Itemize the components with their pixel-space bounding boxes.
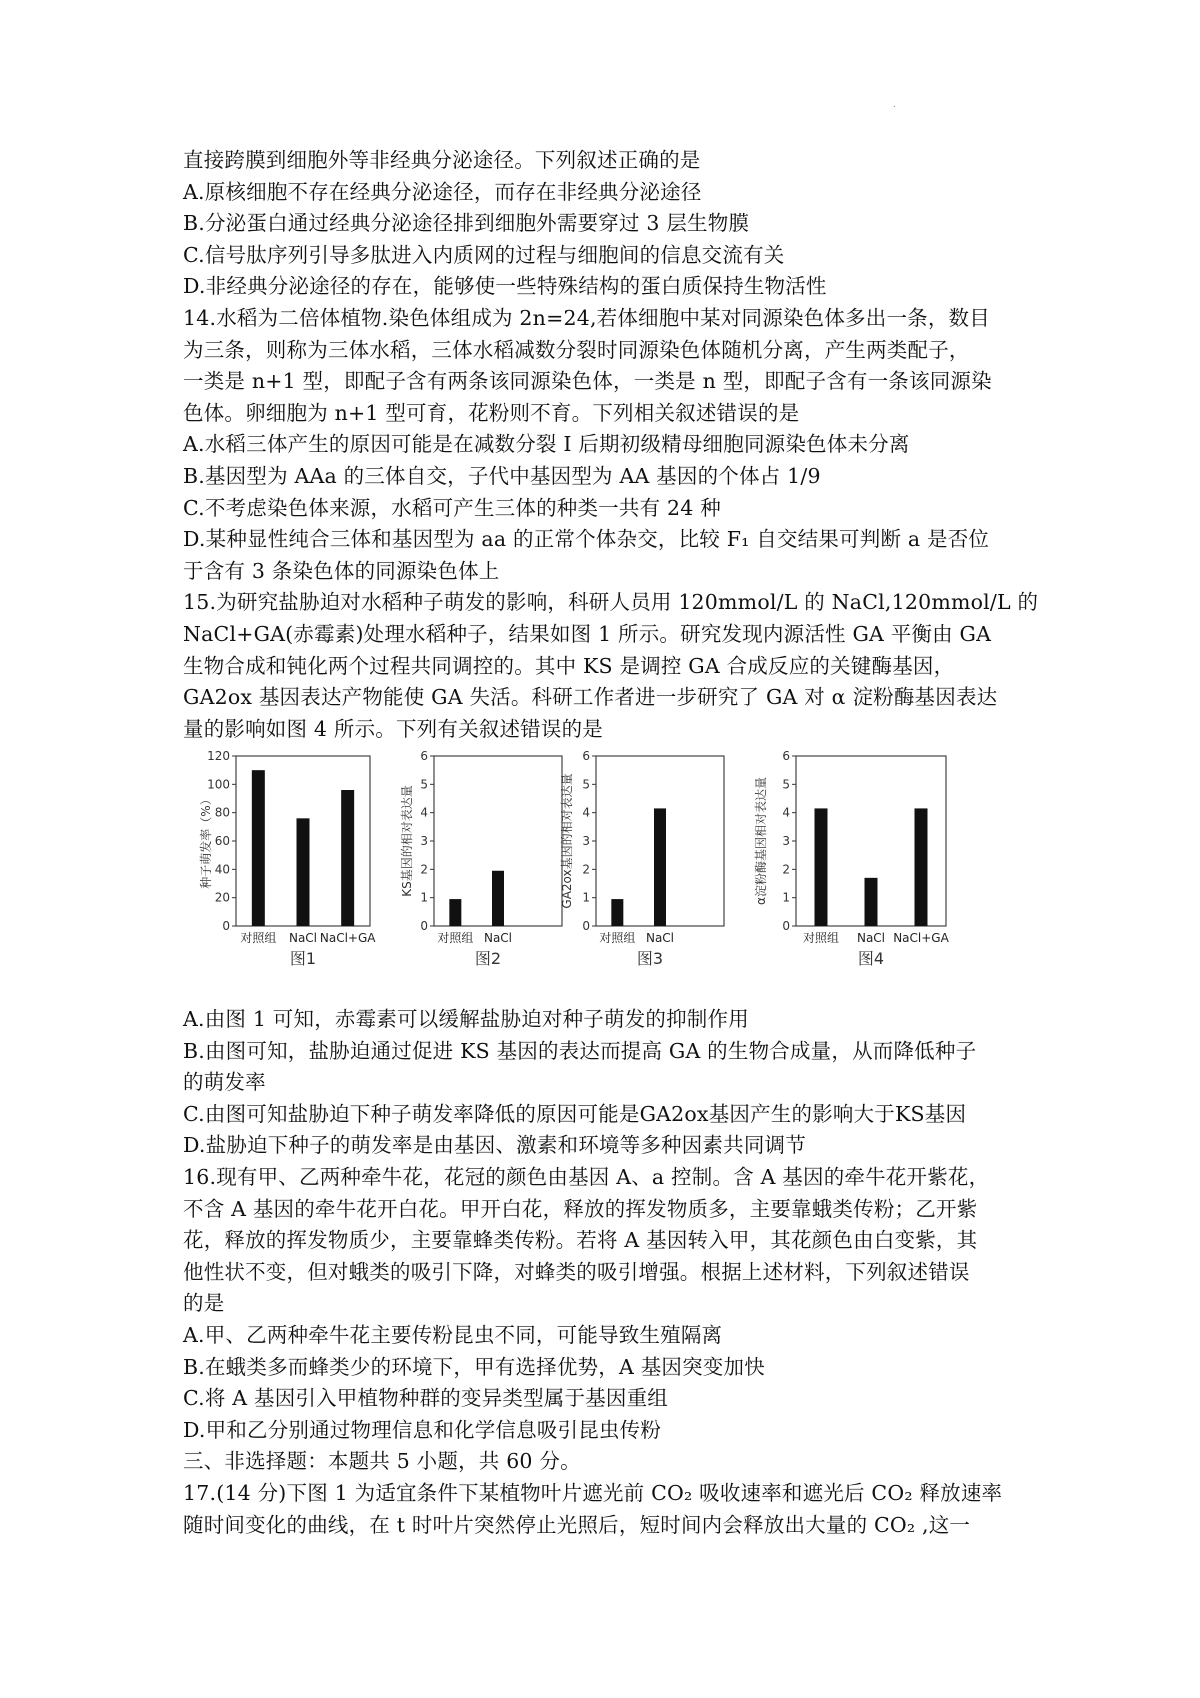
bar (492, 871, 504, 926)
text-line: B.分泌蛋白通过经典分泌途径排到细胞外需要穿过 3 层生物膜 (183, 211, 750, 236)
y-tick-label: 6 (782, 749, 790, 763)
text-line: 一类是 n+1 型，即配子含有两条该同源染色体，一类是 n 型，即配子含有一条该同源染 (183, 369, 992, 394)
chart-3 (559, 749, 724, 968)
figure-caption: 图3 (636, 949, 664, 968)
scan-speck: . (893, 100, 896, 109)
chart-fig3 (560, 749, 731, 1006)
y-tick-label: 6 (582, 749, 590, 763)
figure-caption: 图1 (289, 949, 317, 968)
text-line: D.甲和乙分别通过物理信息和化学信息吸引昆虫传粉 (183, 1417, 662, 1442)
text-line: B.基因型为 AAa 的三体自交，子代中基因型为 AA 基因的个体占 1/9 (183, 463, 821, 488)
text-line: A.甲、乙两种牵牛花主要传粉昆虫不同，可能导致生殖隔离 (183, 1322, 723, 1347)
bar (915, 808, 928, 926)
text-line: C.信号肽序列引导多肽进入内质网的过程与细胞间的信息交流有关 (183, 242, 785, 267)
text-line: NaCl+GA(赤霉素)处理水稻种子，结果如图 1 所示。研究发现内源活性 GA 平衡由 GA (183, 621, 992, 646)
y-tick-label: 20 (214, 890, 230, 905)
y-axis-label: GA2ox基因的相对表达量 (560, 773, 574, 909)
text-line: 14.水稻为二倍体植物.染色体组成为 2n=24,若体细胞中某对同源染色体多出一条，数目 (183, 305, 990, 330)
text-line: C.由图可知盐胁迫下种子萌发率降低的原因可能是GA2ox基因产生的影响大于KS基因 (183, 1101, 967, 1126)
chart-2 (399, 749, 562, 968)
y-tick-label: 100 (207, 777, 230, 792)
chart-fig4 (751, 749, 951, 1006)
text-line: 的萌发率 (183, 1070, 266, 1095)
text-line: GA2ox 基因表达产物能使 GA 失活。科研工作者进一步研究了 GA 对 α 淀粉酶基因表达 (183, 685, 998, 710)
bar (297, 818, 310, 926)
text-line: D.非经典分泌途径的存在，能够使一些特殊结构的蛋白质保持生物活性 (183, 274, 827, 299)
y-tick-label: 60 (214, 834, 230, 848)
text-line: 随时间变化的曲线，在 t 时叶片突然停止光照后，短时间内会释放出大量的 CO₂ ,这一 (183, 1512, 971, 1537)
y-tick-label: 2 (582, 862, 590, 877)
bar (449, 899, 461, 926)
question-text-upper (183, 145, 1043, 745)
bar (341, 790, 354, 926)
text-line: D.某种显性纯合三体和基因型为 aa 的正常个体杂交，比较 F₁ 自交结果可判断 a 是否位 (183, 527, 990, 552)
y-tick-label: 5 (582, 777, 590, 792)
x-category-label: NaCl (288, 931, 318, 945)
y-tick-label: 0 (222, 919, 230, 933)
text-line: 不含 A 基因的牵牛花开白花。甲开白花，释放的挥发物质多，主要靠蛾类传粉；乙开紫 (183, 1196, 978, 1221)
text-line: 他性状不变，但对蛾类的吸引下降，对蜂类的吸引增强。根据上述材料，下列叙述错误 (183, 1259, 970, 1284)
text-line: D.盐胁迫下种子的萌发率是由基因、激素和环境等多种因素共同调节 (183, 1133, 806, 1158)
chart-4 (753, 749, 950, 968)
x-category-label: NaCl (856, 931, 886, 945)
y-tick-label: 3 (420, 834, 428, 848)
y-tick-label: 0 (582, 919, 590, 933)
x-category-label: 对照组 (599, 931, 636, 945)
y-tick-label: 4 (420, 805, 428, 820)
text-line: 量的影响如图 4 所示。下列有关叙述错误的是 (183, 716, 603, 741)
bar (252, 770, 265, 926)
question-text-lower (183, 1004, 1043, 1541)
y-tick-label: 5 (782, 777, 790, 792)
bar (815, 808, 828, 926)
chart-fig2 (400, 749, 571, 1006)
figure-row (196, 749, 1046, 1002)
y-tick-label: 2 (782, 862, 790, 877)
y-axis-label: KS基因的相对表达量 (400, 785, 414, 897)
x-category-label: 对照组 (240, 931, 277, 945)
y-tick-label: 0 (782, 919, 790, 933)
text-line: 生物合成和钝化两个过程共同调控的。其中 KS 是调控 GA 合成反应的关键酶基因， (183, 653, 955, 678)
text-line: 的是 (183, 1291, 225, 1316)
text-line: C.不考虑染色体来源，水稻可产生三体的种类一共有 24 种 (183, 495, 721, 520)
y-tick-label: 5 (420, 777, 428, 792)
bar (611, 899, 623, 926)
figure-caption: 图2 (474, 949, 502, 968)
text-line: B.在蛾类多而蜂类少的环境下，甲有选择优势，A 基因突变加快 (183, 1354, 765, 1379)
chart-fig1 (196, 749, 376, 1006)
text-line: 色体。卵细胞为 n+1 型可育，花粉则不育。下列相关叙述错误的是 (183, 400, 800, 425)
text-line: 15.为研究盐胁迫对水稻种子萌发的影响，科研人员用 120mmol/L 的 NaCl,120mmol/L 的 (183, 590, 1039, 615)
text-line: 17.(14 分)下图 1 为适宜条件下某植物叶片遮光前 CO₂ 吸收速率和遮光后 CO₂ 释放速率 (183, 1480, 1003, 1505)
y-tick-label: 1 (582, 890, 590, 905)
text-line: A.水稻三体产生的原因可能是在减数分裂 I 后期初级精母细胞同源染色体未分离 (183, 432, 910, 457)
y-tick-label: 6 (420, 749, 428, 763)
y-tick-label: 2 (420, 862, 428, 877)
x-category-label: NaCl (483, 931, 513, 945)
y-tick-label: 1 (420, 890, 428, 905)
bar (654, 808, 666, 926)
x-category-label: NaCl (645, 931, 675, 945)
text-line: 于含有 3 条染色体的同源染色体上 (183, 558, 500, 583)
y-tick-label: 40 (214, 862, 230, 877)
text-line: A.原核细胞不存在经典分泌途径，而存在非经典分泌途径 (183, 179, 702, 204)
text-line: 花，释放的挥发物质少，主要靠蜂类传粉。若将 A 基因转入甲，其花颜色由白变紫，其 (183, 1228, 978, 1253)
y-axis-label: α淀粉酶基因相对表达量 (754, 777, 768, 905)
x-category-label: 对照组 (802, 931, 840, 945)
figure-caption: 图4 (857, 949, 885, 968)
text-line: A.由图 1 可知，赤霉素可以缓解盐胁迫对种子萌发的抑制作用 (183, 1007, 749, 1031)
text-line: C.将 A 基因引入甲植物种群的变异类型属于基因重组 (183, 1386, 669, 1411)
text-line: B.由图可知，盐胁迫通过促进 KS 基因的表达而提高 GA 的生物合成量，从而降低种子 (183, 1038, 977, 1063)
x-category-label: NaCl+GA (319, 931, 376, 945)
text-line: 三、非选择题：本题共 5 小题，共 60 分。 (183, 1449, 581, 1474)
y-tick-label: 3 (782, 834, 790, 848)
y-tick-label: 4 (582, 805, 590, 820)
text-line: 为三条，则称为三体水稻，三体水稻减数分裂时同源染色体随机分离，产生两类配子， (183, 337, 970, 362)
y-tick-label: 120 (207, 749, 230, 763)
y-tick-label: 3 (582, 834, 590, 848)
text-line: 直接跨膜到细胞外等非经典分泌途径。下列叙述正确的是 (183, 148, 701, 172)
chart-1 (198, 749, 376, 968)
y-tick-label: 0 (420, 919, 428, 933)
x-category-label: 对照组 (437, 931, 474, 945)
y-tick-label: 80 (214, 805, 230, 820)
bar (865, 878, 878, 926)
y-tick-label: 4 (782, 805, 790, 820)
x-category-label: NaCl+GA (893, 931, 949, 945)
y-tick-label: 1 (782, 890, 790, 905)
y-axis-label: 种子萌发率（%） (199, 793, 213, 889)
text-line: 16.现有甲、乙两种牵牛花，花冠的颜色由基因 A、a 控制。含 A 基因的牵牛花开紫花， (183, 1164, 990, 1189)
